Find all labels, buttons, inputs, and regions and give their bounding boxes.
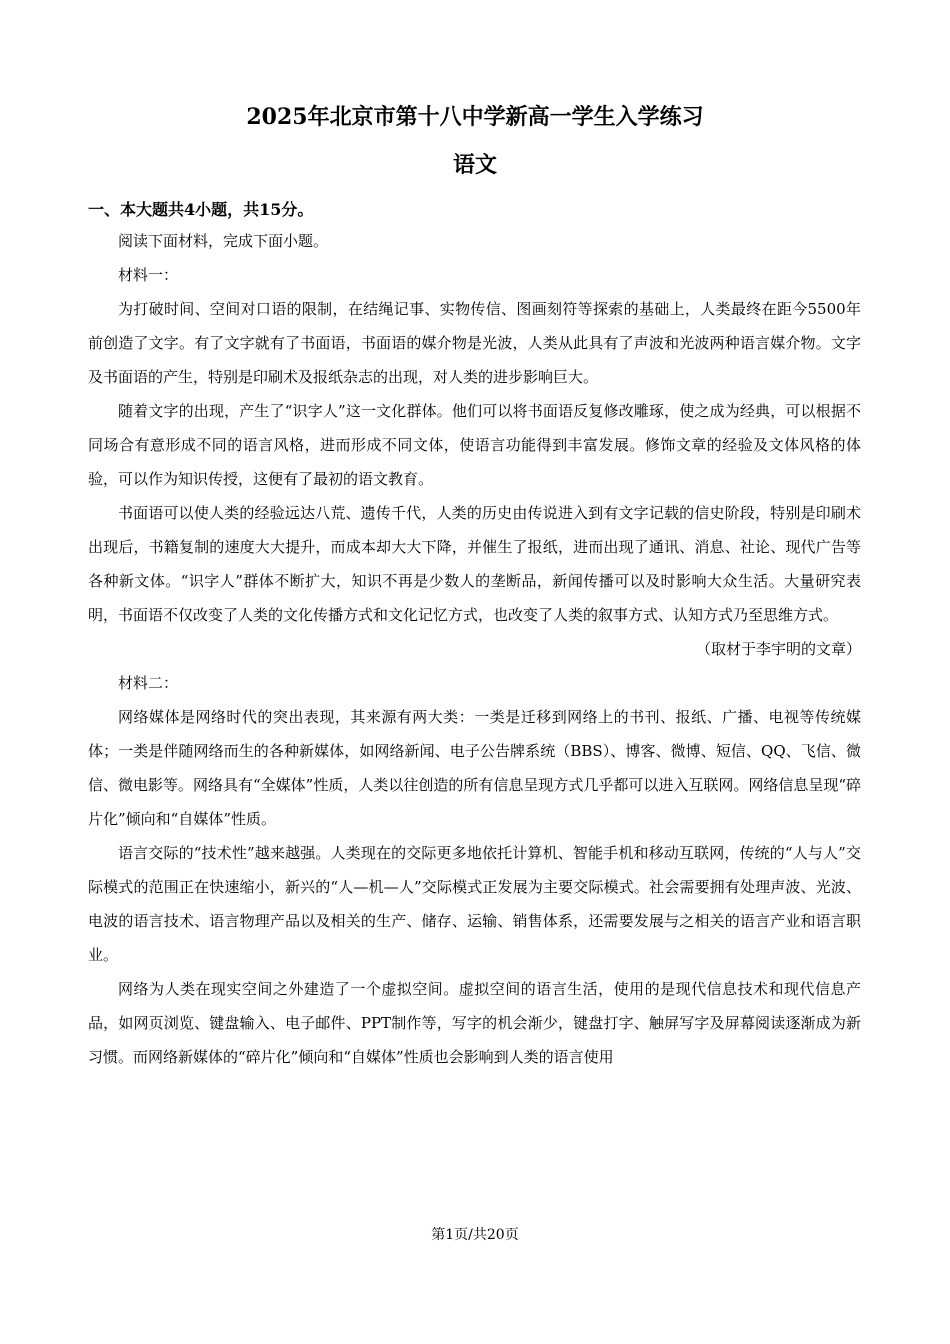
body-paragraph: 书面语可以使人类的经验远达八荒、遗传千代，人类的历史由传说进入到有文字记载的信史阶段，特别是印刷术出现后，书籍复制的速度大大提升，而成本却大大下降，并催生了报纸，进而出现了通讯、消息、社论、现代广告等各种新文体。“识字人”群体不断扩大，知识不再是少数人的垄断品，新闻传播可以及时影响大众生活。大量研究表明，书面语不仅改变了人类的文化传播方式和文化记忆方式，也改变了人类的叙事方式、认知方式乃至思维方式。 <box>88 504 861 624</box>
section-heading: 一、本大题共4小题，共15分。 <box>88 200 314 219</box>
material-one-label: 材料一： <box>118 266 179 284</box>
source-citation: （取材于李宇明的文章） <box>695 640 861 658</box>
subject-title: 语文 <box>452 152 497 178</box>
document-body <box>88 224 861 1074</box>
material-two-label: 材料二： <box>118 674 179 692</box>
body-paragraph: 为打破时间、空间对口语的限制，在结绳记事、实物传信、图画刻符等探索的基础上，人类最终在距今5500年前创造了文字。有了文字就有了书面语，书面语的媒介物是光波，人类从此具有了声波和光波两种语言媒介物。文字及书面语的产生，特别是印刷术及报纸杂志的出现，对人类的进步影响巨大。 <box>88 300 861 386</box>
body-paragraph: 网络为人类在现实空间之外建造了一个虚拟空间。虚拟空间的语言生活，使用的是现代信息技术和现代信息产品，如网页浏览、键盘输入、电子邮件、PPT制作等，写字的机会渐少，键盘打字、触屏写字及屏幕阅读逐渐成为新习惯。而网络新媒体的“碎片化”倾向和“自媒体”性质也会影响到人类的语言使用 <box>88 980 861 1066</box>
document-title: 2025年北京市第十八中学新高一学生入学练习 <box>246 104 704 130</box>
body-paragraph: 语言交际的“技术性”越来越强。人类现在的交际更多地依托计算机、智能手机和移动互联网，传统的“人与人”交际模式的范围正在快速缩小，新兴的“人—机—人”交际模式正发展为主要交际模式。社会需要拥有处理声波、光波、电波的语言技术、语言物理产品以及相关的生产、储存、运输、销售体系，还需要发展与之相关的语言产业和语言职业。 <box>88 844 861 964</box>
body-paragraph: 随着文字的出现，产生了“识字人”这一文化群体。他们可以将书面语反复修改雕琢，使之成为经典，可以根据不同场合有意形成不同的语言风格，进而形成不同文体，使语言功能得到丰富发展。修饰文章的经验及文体风格的体验，可以作为知识传授，这便有了最初的语文教育。 <box>88 402 861 488</box>
body-paragraph: 网络媒体是网络时代的突出表现，其来源有两大类：一类是迁移到网络上的书刊、报纸、广播、电视等传统媒体；一类是伴随网络而生的各种新媒体，如网络新闻、电子公告牌系统（BBS）、博客、微博、短信、QQ、飞信、微信、微电影等。网络具有“全媒体”性质，人类以往创造的所有信息呈现方式几乎都可以进入互联网。网络信息呈现“碎片化”倾向和“自媒体”性质。 <box>88 708 862 828</box>
page-footer: 第1页/共20页 <box>431 1227 519 1243</box>
instruction-text: 阅读下面材料，完成下面小题。 <box>118 232 329 250</box>
